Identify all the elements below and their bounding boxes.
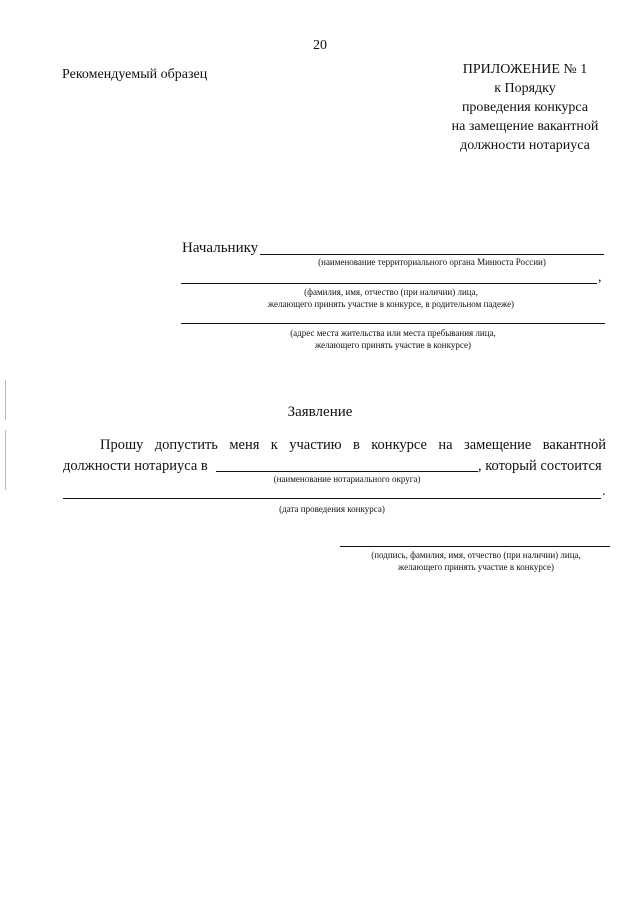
- applicant-name-field[interactable]: [181, 283, 597, 284]
- caption-line: (подпись, фамилия, имя, отчество (при наличии) лица,: [371, 550, 581, 560]
- statement-word: в: [352, 437, 360, 453]
- scan-margin-mark: [5, 430, 6, 490]
- appendix-line: должности нотариуса: [460, 138, 590, 153]
- territorial-organ-caption: (наименование территориального органа Минюста России): [318, 257, 546, 267]
- caption-line: желающего принять участие в конкурсе): [398, 562, 554, 572]
- appendix-block: [440, 60, 610, 155]
- appendix-line: на замещение вакантной: [451, 119, 599, 134]
- caption-line: желающего принять участие в конкурсе): [315, 340, 471, 350]
- territorial-organ-field[interactable]: [260, 254, 604, 255]
- page-number: 20: [313, 38, 327, 53]
- caption-line: (адрес места жительства или места пребывания лица,: [290, 328, 496, 338]
- statement-title: Заявление: [287, 404, 353, 420]
- statement-word: участию: [289, 437, 342, 453]
- statement-line-2-end: , который состоится: [478, 458, 602, 474]
- recommended-sample-label: Рекомендуемый образец: [62, 67, 208, 82]
- statement-word: допустить: [154, 437, 218, 453]
- statement-word: на: [438, 437, 453, 453]
- notary-district-field[interactable]: [216, 471, 478, 472]
- statement-word: к: [270, 437, 278, 453]
- statement-line-1: [100, 437, 606, 454]
- applicant-address-caption: [181, 327, 605, 351]
- statement-word: меня: [229, 437, 260, 453]
- statement-word: Прошу: [100, 437, 144, 453]
- statement-word: замещение: [463, 437, 532, 453]
- signature-field[interactable]: [340, 546, 610, 547]
- applicant-name-comma: ,: [598, 270, 602, 285]
- caption-line: (фамилия, имя, отчество (при наличии) лица,: [304, 287, 478, 297]
- notary-district-caption: (наименование нотариального округа): [273, 474, 421, 484]
- appendix-line: ПРИЛОЖЕНИЕ № 1: [462, 62, 588, 77]
- contest-date-field[interactable]: [63, 498, 601, 499]
- signature-caption: [336, 549, 616, 573]
- statement-word: вакантной: [542, 437, 606, 453]
- caption-line: желающего принять участие в конкурсе, в родительном падеже): [267, 299, 515, 309]
- appendix-line: к Порядку: [494, 81, 556, 96]
- applicant-address-field[interactable]: [181, 323, 605, 324]
- contest-date-period: .: [602, 484, 606, 499]
- statement-line-2-start: должности нотариуса в: [63, 458, 208, 474]
- addressee-label: Начальнику: [182, 240, 259, 256]
- appendix-line: проведения конкурса: [461, 100, 589, 115]
- contest-date-caption: (дата проведения конкурса): [279, 504, 385, 514]
- applicant-name-caption: [181, 286, 601, 310]
- statement-word: конкурсе: [371, 437, 427, 453]
